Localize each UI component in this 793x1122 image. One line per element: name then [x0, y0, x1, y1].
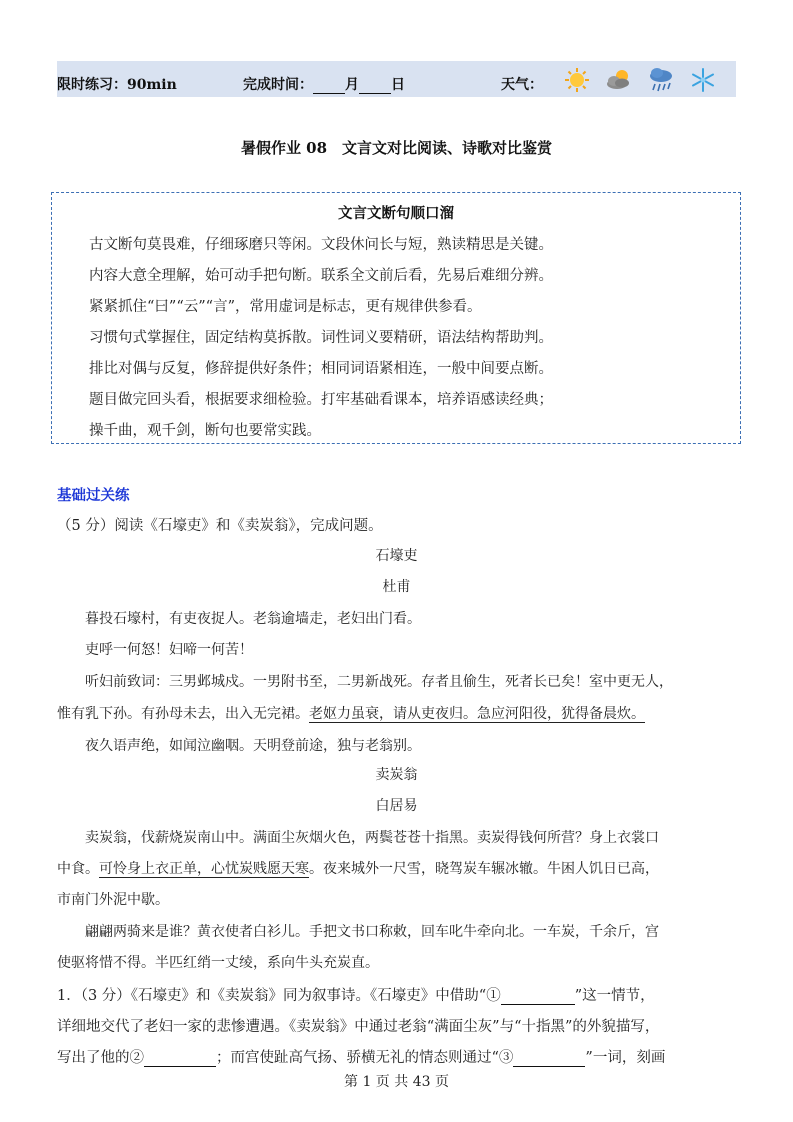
- poem-title: 卖炭翁: [375, 767, 418, 783]
- month-blank[interactable]: [313, 79, 345, 94]
- poem-line: 暮投石壕村，有吏夜捉人。老翁逾墙走，老妇出门看。: [85, 611, 421, 627]
- poem-line: [57, 703, 645, 723]
- question-text: 写出了他的②: [57, 1050, 144, 1066]
- question-text: ；而宫使趾高气扬、骄横无礼的情态则通过“③: [216, 1050, 514, 1066]
- underlined-sentence: 可怜身上衣正单，心忧炭贱愿天寒: [99, 861, 309, 877]
- mnemonic-box: [51, 192, 741, 444]
- underlined-sentence: 老妪力虽衰，请从吏夜归。急应河阳役，犹得备晨炊。: [309, 706, 645, 722]
- mnemonic-line: 内容大意全理解，始可动手把句断。联系全文前后看，先易后难细分辨。: [89, 268, 553, 284]
- mnemonic-line: 题目做完回头看，根据要求细检验。打牢基础看课本，培养语感读经典；: [89, 392, 553, 408]
- poem-title: 石壕吏: [375, 548, 418, 564]
- rain-icon[interactable]: [646, 66, 676, 94]
- poem-text: 惟有乳下孙。有孙母未去，出入无完裙。: [57, 706, 309, 722]
- completion-time-label: 完成时间：: [243, 77, 313, 93]
- poem-line: 翩翩两骑来是谁？黄衣使者白衫儿。手把文书口称敕，回车叱牛牵向北。一车炭，千余斤，宫: [85, 924, 659, 940]
- question-text: ”一词，刻画: [585, 1050, 666, 1066]
- answer-blank-3[interactable]: [513, 1052, 585, 1067]
- weather-label: 天气：: [501, 77, 543, 93]
- answer-blank-2[interactable]: [144, 1052, 216, 1067]
- page-footer: 第 1 页 共 43 页: [344, 1074, 449, 1090]
- poem-author: 杜甫: [382, 579, 411, 595]
- poem-line: 吏呼一何怒！妇啼一何苦！: [85, 642, 253, 658]
- poem-author: 白居易: [375, 798, 418, 814]
- sun-icon[interactable]: [562, 66, 592, 94]
- question-text: 1．（3 分）《石壕吏》和《卖炭翁》同为叙事诗。《石壕吏》中借助“①: [57, 988, 501, 1004]
- page-title: 暑假作业 08 文言文对比阅读、诗歌对比鉴赏: [240, 139, 553, 157]
- mnemonic-line: 操千曲，观千剑，断句也要常实践。: [89, 423, 321, 439]
- poem-line: 卖炭翁，伐薪烧炭南山中。满面尘灰烟火色，两鬓苍苍十指黑。卖炭得钱何所营？身上衣裳口: [85, 830, 659, 846]
- partly-cloudy-icon[interactable]: [604, 66, 634, 94]
- poem-line: 听妇前致词：三男邺城戍。一男附书至，二男新战死。存者且偷生，死者长已矣！室中更无人，: [85, 674, 673, 690]
- poem-line: 夜久语声绝，如闻泣幽咽。天明登前途，独与老翁别。: [85, 738, 421, 754]
- mnemonic-line: 习惯句式掌握住，固定结构莫拆散。词性词义要精研，语法结构帮助判。: [89, 330, 553, 346]
- mnemonic-line: 排比对偶与反复，修辞提供好条件；相同词语紧相连，一般中间要点断。: [89, 361, 553, 377]
- header-bar: [57, 61, 736, 97]
- poem-text: 。夜来城外一尺雪，晓驾炭车辗冰辙。牛困人饥日已高，: [309, 861, 659, 877]
- month-label: 月: [345, 77, 359, 93]
- day-blank[interactable]: [359, 79, 391, 94]
- snowflake-icon[interactable]: [688, 66, 718, 94]
- question-text: ”这一情节，: [574, 988, 655, 1004]
- poem-text: 中食。: [57, 861, 99, 877]
- poem-line: [57, 858, 659, 878]
- question-line: [57, 1046, 665, 1067]
- mnemonic-title: 文言文断句顺口溜: [338, 205, 454, 222]
- question-line: [57, 984, 655, 1005]
- answer-blank-1[interactable]: [501, 990, 575, 1005]
- day-label: 日: [391, 77, 405, 93]
- question-line: 详细地交代了老妇一家的悲惨遭遇。《卖炭翁》中通过老翁“满面尘灰”与“十指黑”的外貌描写，: [57, 1019, 660, 1035]
- poem-line: 市南门外泥中歇。: [57, 892, 169, 908]
- question-intro: （5 分）阅读《石壕吏》和《卖炭翁》，完成问题。: [57, 518, 383, 534]
- poem-line: 使驱将惜不得。半匹红绡一丈绫，系向牛头充炭直。: [57, 955, 379, 971]
- mnemonic-line: 古文断句莫畏难，仔细琢磨只等闲。文段休问长与短，熟读精思是关键。: [89, 237, 553, 253]
- mnemonic-line: 紧紧抓住“曰”“云”“言”，常用虚词是标志，更有规律供参看。: [89, 299, 482, 315]
- practice-time-label: 限时练习：90min: [57, 77, 177, 93]
- section-heading: 基础过关练: [57, 487, 130, 504]
- completion-time: [243, 74, 405, 94]
